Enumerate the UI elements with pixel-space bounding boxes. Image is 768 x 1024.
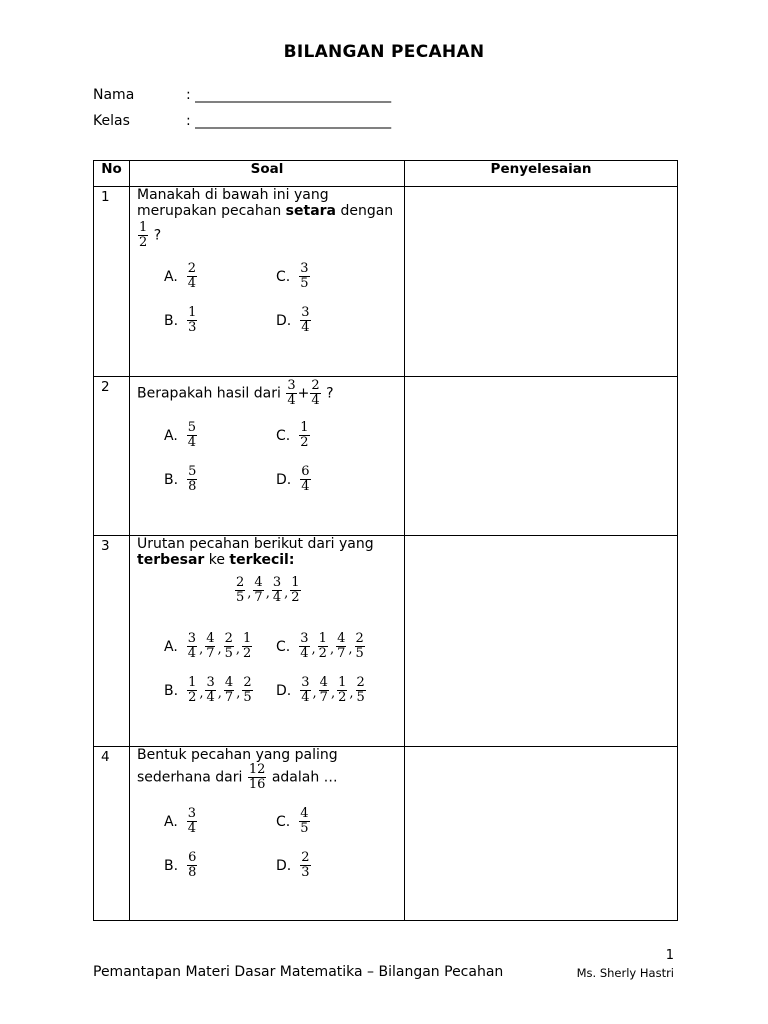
- option-letter: A.: [164, 268, 178, 285]
- numerator: 3: [187, 806, 197, 821]
- fraction: [187, 306, 197, 335]
- question-text: [137, 536, 374, 568]
- denominator: 4: [301, 320, 310, 335]
- fraction: [235, 576, 245, 605]
- question-line: Urutan pecahan berikut dari yang: [137, 536, 374, 552]
- denominator: 5: [236, 590, 245, 605]
- denominator: 3: [301, 865, 310, 880]
- numerator: 2: [236, 575, 245, 590]
- option-letter: D.: [276, 471, 292, 488]
- fraction: [355, 632, 365, 661]
- numerator: 1: [300, 420, 309, 435]
- comma-separator: ,: [329, 642, 335, 657]
- question-text-part: sederhana dari: [137, 769, 243, 786]
- question-bold-word: setara: [285, 203, 336, 219]
- numerator: 4: [206, 631, 215, 646]
- question-text: [137, 379, 334, 408]
- denominator: 7: [337, 646, 346, 661]
- table-row: [94, 187, 678, 377]
- question-text: [137, 187, 393, 250]
- answer-cell[interactable]: [405, 747, 678, 921]
- option-letter: C.: [276, 427, 291, 444]
- numerator: 4: [300, 806, 309, 821]
- numerator: 1: [188, 305, 197, 320]
- comma-separator: ,: [311, 642, 316, 657]
- comma-separator: ,: [235, 642, 241, 657]
- option-letter: A.: [164, 427, 178, 444]
- fraction: [138, 221, 148, 250]
- denominator: 3: [188, 320, 197, 335]
- option-letter: B.: [164, 682, 179, 699]
- numerator: 5: [188, 464, 197, 479]
- denominator: 4: [187, 435, 197, 450]
- fraction: [187, 632, 197, 661]
- numerator: 2: [224, 631, 233, 646]
- page-number: 1: [665, 948, 674, 963]
- option-letter: C.: [276, 268, 291, 285]
- numerator: 3: [300, 261, 309, 276]
- comma-separator: ,: [284, 586, 289, 601]
- table-header-row: [94, 161, 678, 187]
- fraction: [187, 676, 197, 705]
- nama-separator: :: [186, 87, 191, 103]
- question-mark: ?: [326, 385, 334, 402]
- question-number: 4: [94, 747, 130, 921]
- fraction: [319, 676, 329, 705]
- comma-separator: ,: [199, 686, 204, 701]
- fraction-sequence: [186, 632, 254, 661]
- question-cell: [130, 747, 405, 921]
- fraction: [300, 465, 310, 494]
- numerator: 6: [188, 850, 197, 865]
- numerator: 6: [301, 464, 310, 479]
- comma-separator: ,: [265, 586, 270, 601]
- plus-sign: +: [297, 385, 310, 402]
- question-number: 1: [94, 187, 130, 377]
- question-line: [137, 221, 393, 250]
- question-bold-word: terkecil:: [229, 552, 295, 568]
- question-table: [93, 160, 678, 921]
- fraction: [310, 379, 320, 408]
- option-d[interactable]: [276, 465, 312, 494]
- denominator: 4: [301, 479, 310, 494]
- fraction: [187, 421, 197, 450]
- document-title: BILANGAN PECAHAN: [283, 42, 485, 62]
- question-text-part: Berapakah hasil dari: [137, 385, 281, 402]
- option-letter: B.: [164, 857, 179, 874]
- numerator: 2: [355, 631, 364, 646]
- kelas-separator: :: [186, 113, 191, 129]
- fraction: [224, 676, 234, 705]
- denominator: 4: [311, 393, 320, 408]
- fraction: [253, 576, 263, 605]
- fraction: [187, 807, 197, 836]
- option-b[interactable]: [164, 676, 254, 705]
- denominator: 7: [319, 690, 328, 705]
- fraction: [300, 306, 310, 335]
- question-number: 2: [94, 377, 130, 536]
- denominator: 2: [139, 235, 148, 250]
- comma-separator: ,: [312, 686, 317, 701]
- numerator: 4: [319, 675, 328, 690]
- question-bold-word: terbesar: [137, 552, 205, 568]
- table-row: [94, 377, 678, 536]
- numerator: 4: [254, 575, 263, 590]
- comma-separator: ,: [247, 586, 252, 601]
- question-line: [137, 763, 338, 792]
- denominator: 16: [248, 777, 266, 792]
- fraction: [205, 632, 215, 661]
- option-a[interactable]: [164, 632, 253, 661]
- option-letter: A.: [164, 813, 178, 830]
- numerator: 3: [272, 575, 282, 590]
- kelas-blank: ____________________________: [195, 113, 392, 129]
- fraction: [336, 632, 346, 661]
- question-text: [137, 747, 338, 792]
- numerator: 1: [243, 631, 252, 646]
- comma-separator: ,: [217, 686, 222, 701]
- denominator: 4: [287, 393, 296, 408]
- table-row: [94, 747, 678, 921]
- option-b[interactable]: [164, 306, 198, 335]
- fraction: [187, 465, 197, 494]
- denominator: 4: [301, 690, 310, 705]
- question-line: [137, 552, 374, 568]
- fraction: [300, 851, 310, 880]
- question-text-part: ke: [204, 552, 230, 568]
- question-mark: ?: [153, 227, 162, 244]
- numerator: 3: [287, 378, 296, 393]
- denominator: 2: [338, 690, 347, 705]
- numerator: 2: [301, 850, 310, 865]
- numerator: 1: [338, 675, 347, 690]
- fraction-sequence: [298, 632, 366, 661]
- denominator: 4: [206, 690, 215, 705]
- numerator: 3: [187, 631, 197, 646]
- numerator: 12: [248, 762, 266, 777]
- denominator: 8: [188, 479, 197, 494]
- numerator: 1: [291, 575, 300, 590]
- numerator: 5: [187, 420, 197, 435]
- denominator: 7: [206, 646, 215, 661]
- denominator: 4: [187, 276, 197, 291]
- table-row: [94, 536, 678, 747]
- comma-separator: ,: [348, 642, 353, 657]
- comma-separator: ,: [349, 686, 354, 701]
- numerator: 1: [318, 631, 327, 646]
- numerator: 3: [301, 305, 310, 320]
- option-letter: A.: [164, 638, 178, 655]
- fraction: [248, 763, 267, 792]
- kelas-label: Kelas: [93, 113, 130, 129]
- fraction: [187, 851, 197, 880]
- option-c[interactable]: [276, 807, 311, 836]
- option-d[interactable]: [276, 676, 367, 705]
- denominator: 5: [243, 690, 252, 705]
- fraction: [272, 576, 282, 605]
- option-letter: C.: [276, 813, 291, 830]
- fraction: [300, 676, 310, 705]
- denominator: 5: [224, 646, 233, 661]
- denominator: 5: [356, 690, 365, 705]
- denominator: 2: [243, 646, 252, 661]
- kelas-field: [93, 113, 391, 129]
- denominator: 5: [300, 821, 309, 836]
- header-soal: Soal: [130, 161, 405, 187]
- question-cell: [130, 187, 405, 377]
- question-line: Manakah di bawah ini yang: [137, 187, 329, 203]
- option-a[interactable]: [164, 262, 198, 291]
- numerator: 2: [243, 675, 252, 690]
- question-line: [137, 203, 393, 219]
- answer-cell[interactable]: [405, 377, 678, 536]
- footer-left: Pemantapan Materi Dasar Matematika – Bilangan Pecahan: [93, 964, 504, 980]
- fraction-sequence: [186, 676, 254, 705]
- fraction: [205, 676, 215, 705]
- nama-blank: ____________________________: [195, 87, 392, 103]
- question-cell: [130, 536, 405, 747]
- fraction: [299, 262, 309, 291]
- question-number: 3: [94, 536, 130, 747]
- fraction: [299, 807, 309, 836]
- question-text-part: dengan: [336, 203, 394, 219]
- denominator: 4: [187, 646, 197, 661]
- option-b[interactable]: [164, 851, 198, 880]
- option-a[interactable]: [164, 807, 198, 836]
- fraction: [318, 632, 328, 661]
- footer-right: Ms. Sherly Hastri: [576, 966, 674, 980]
- fraction: [337, 676, 347, 705]
- option-letter: D.: [276, 682, 292, 699]
- option-c[interactable]: [276, 421, 311, 450]
- question-line: Bentuk pecahan yang paling: [137, 747, 338, 763]
- fraction: [242, 632, 252, 661]
- denominator: 7: [254, 590, 263, 605]
- denominator: 2: [300, 435, 309, 450]
- denominator: 5: [355, 646, 364, 661]
- numerator: 1: [188, 675, 197, 690]
- denominator: 7: [224, 690, 234, 705]
- option-b[interactable]: [164, 465, 198, 494]
- option-letter: B.: [164, 471, 179, 488]
- nama-label: Nama: [93, 87, 135, 103]
- option-a[interactable]: [164, 421, 198, 450]
- denominator: 4: [300, 646, 309, 661]
- answer-cell[interactable]: [405, 187, 678, 377]
- numerator: 4: [224, 675, 234, 690]
- fraction-sequence: [299, 676, 367, 705]
- option-d[interactable]: [276, 851, 312, 880]
- comma-separator: ,: [236, 686, 241, 701]
- comma-separator: ,: [217, 642, 222, 657]
- numerator: 3: [301, 675, 310, 690]
- answer-cell[interactable]: [405, 536, 678, 747]
- fraction: [242, 676, 252, 705]
- fraction: [356, 676, 366, 705]
- fraction-sequence: [234, 576, 302, 605]
- fraction: [187, 262, 197, 291]
- numerator: 3: [300, 631, 309, 646]
- option-c[interactable]: [276, 632, 366, 661]
- fraction: [224, 632, 234, 661]
- header-penyelesaian: Penyelesaian: [405, 161, 678, 187]
- fraction: [290, 576, 300, 605]
- comma-separator: ,: [330, 686, 336, 701]
- numerator: 2: [356, 675, 365, 690]
- option-letter: D.: [276, 312, 292, 329]
- option-letter: D.: [276, 857, 292, 874]
- fraction: [286, 379, 296, 408]
- denominator: 2: [318, 646, 327, 661]
- denominator: 4: [272, 590, 282, 605]
- question-cell: [130, 377, 405, 536]
- denominator: 8: [188, 865, 197, 880]
- question-text-part: adalah …: [271, 769, 338, 786]
- numerator: 2: [187, 261, 197, 276]
- fraction: [299, 632, 309, 661]
- option-d[interactable]: [276, 306, 312, 335]
- numerator: 1: [139, 220, 148, 235]
- header-no: No: [94, 161, 130, 187]
- question-text-part: merupakan pecahan: [137, 203, 286, 219]
- option-letter: B.: [164, 312, 179, 329]
- denominator: 2: [291, 590, 300, 605]
- denominator: 2: [188, 690, 197, 705]
- comma-separator: ,: [199, 642, 204, 657]
- nama-field: [93, 87, 391, 103]
- fraction: [299, 421, 309, 450]
- numerator: 4: [337, 631, 346, 646]
- option-c[interactable]: [276, 262, 311, 291]
- numerator: 3: [206, 675, 215, 690]
- numerator: 2: [311, 378, 320, 393]
- option-letter: C.: [276, 638, 291, 655]
- denominator: 4: [187, 821, 197, 836]
- denominator: 5: [300, 276, 309, 291]
